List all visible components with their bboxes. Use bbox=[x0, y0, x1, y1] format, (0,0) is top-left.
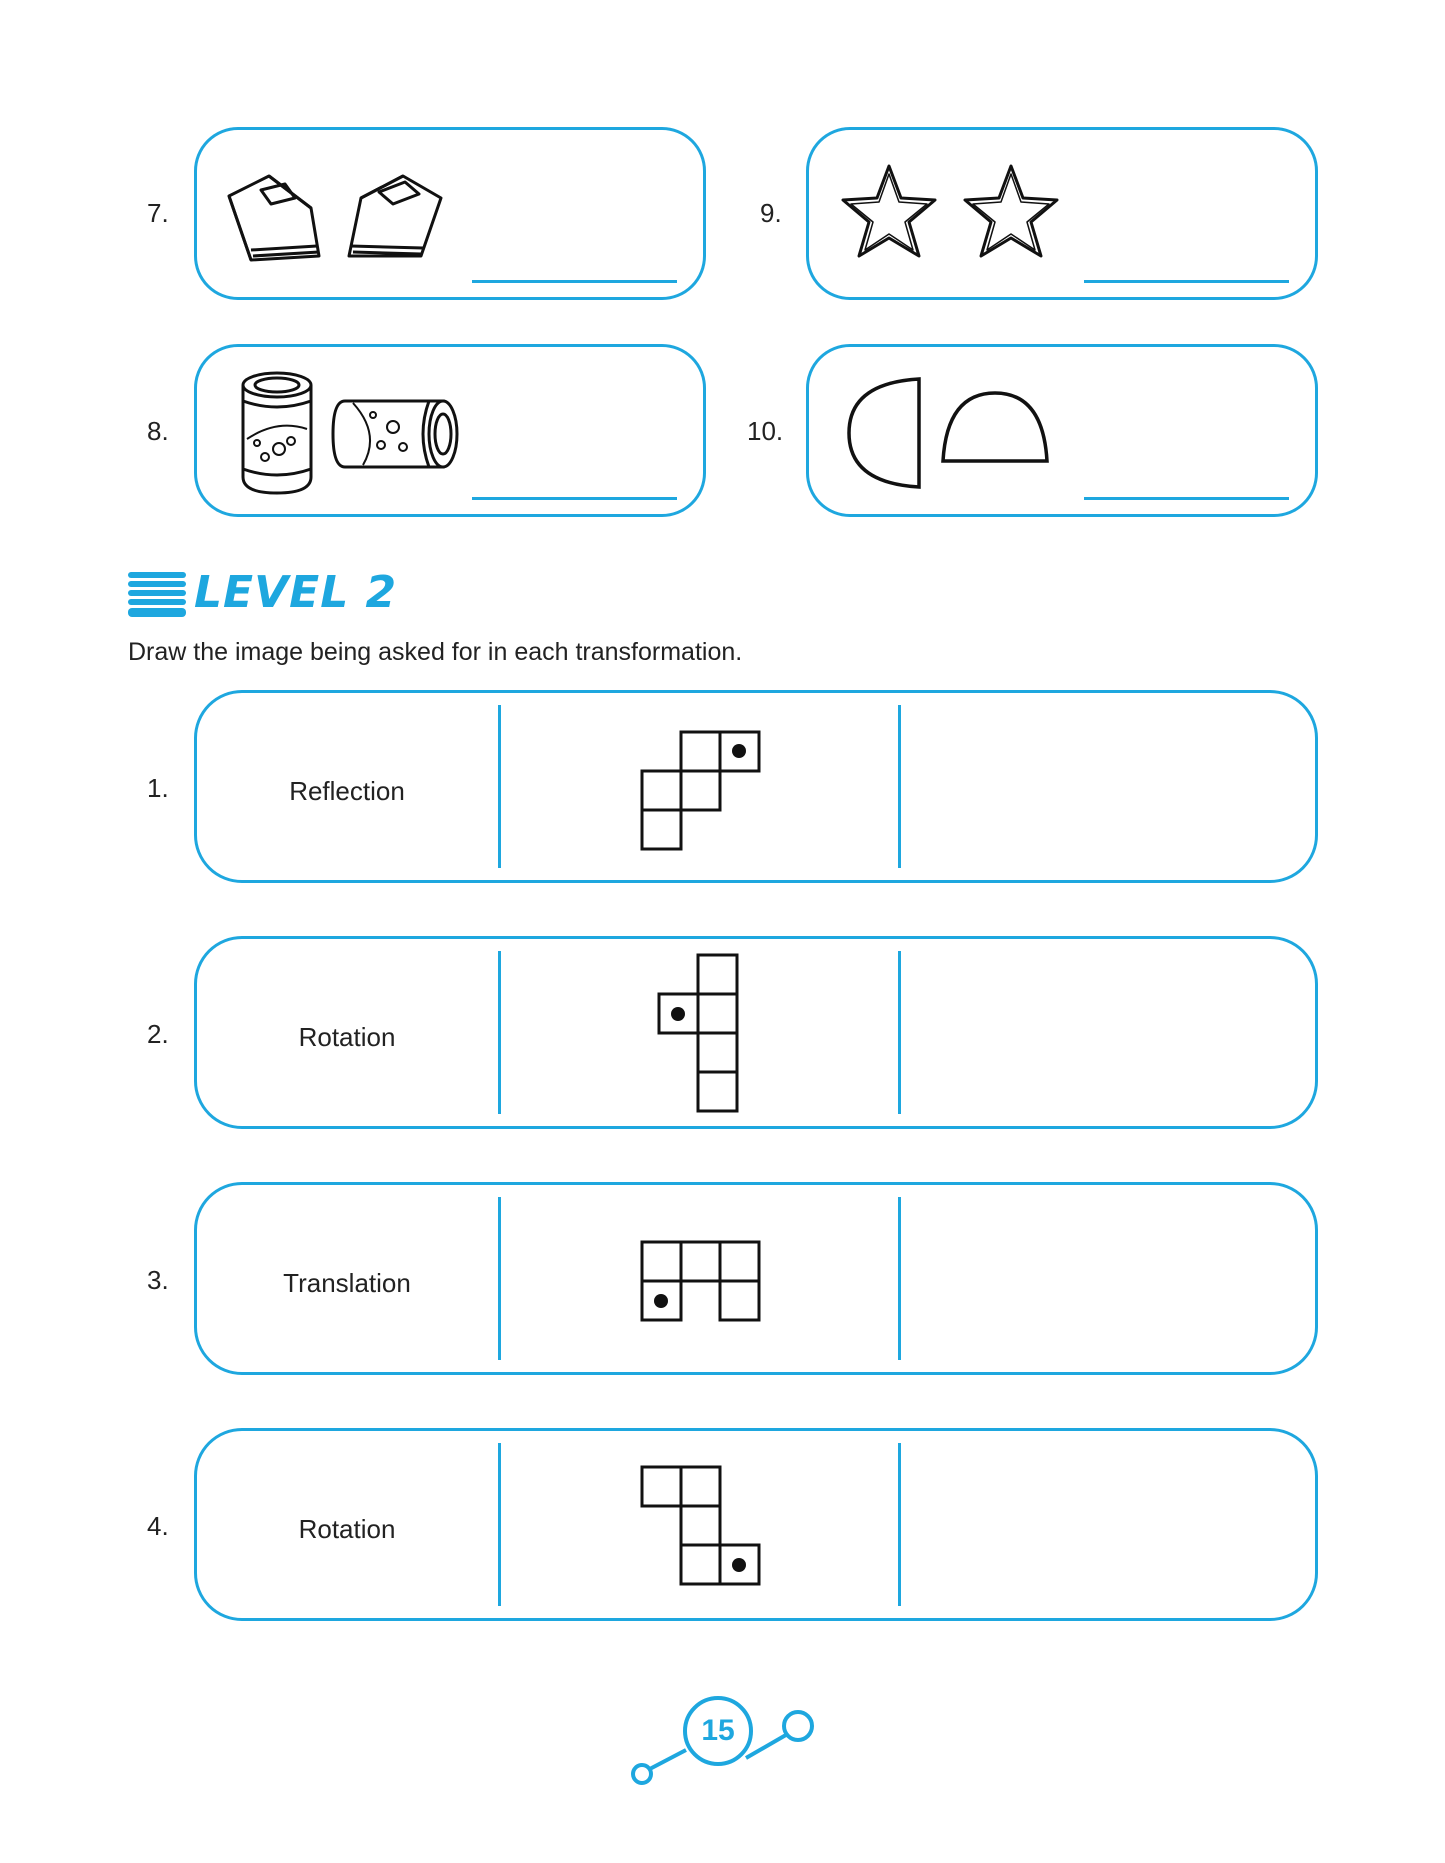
question-box-7 bbox=[194, 127, 706, 300]
drawing-area[interactable] bbox=[903, 1441, 1293, 1611]
row-number-1: 1. bbox=[147, 773, 169, 803]
row-number-2: 2. bbox=[147, 1019, 169, 1049]
answer-line[interactable] bbox=[472, 497, 677, 500]
drawing-area[interactable] bbox=[903, 1195, 1293, 1365]
transformation-row-4 bbox=[194, 1428, 1318, 1621]
grid-shape bbox=[656, 953, 740, 1113]
level-title: LEVEL 2 bbox=[194, 567, 398, 618]
row-number-4: 4. bbox=[147, 1511, 169, 1541]
transformation-label: Reflection bbox=[289, 776, 405, 806]
transformation-row-3 bbox=[194, 1182, 1318, 1375]
marker-dot bbox=[654, 1294, 668, 1308]
column-divider bbox=[898, 1197, 901, 1360]
star-icon bbox=[837, 160, 1077, 270]
transformation-row-2 bbox=[194, 936, 1318, 1129]
column-divider bbox=[898, 1443, 901, 1606]
transformation-row-1 bbox=[194, 690, 1318, 883]
answer-line[interactable] bbox=[1084, 280, 1289, 283]
drawing-area[interactable] bbox=[903, 703, 1293, 873]
column-divider bbox=[498, 951, 501, 1114]
question-box-9 bbox=[806, 127, 1318, 300]
transformation-label: Rotation bbox=[298, 1514, 396, 1544]
column-divider bbox=[898, 951, 901, 1114]
answer-line[interactable] bbox=[472, 280, 677, 283]
answer-line[interactable] bbox=[1084, 497, 1289, 500]
row-number-3: 3. bbox=[147, 1265, 169, 1295]
question-box-10 bbox=[806, 344, 1318, 517]
transformation-label: Translation bbox=[283, 1268, 411, 1298]
marker-dot bbox=[732, 1558, 746, 1572]
question-number-7: 7. bbox=[147, 198, 169, 228]
semicircle-icon bbox=[847, 375, 1077, 495]
instructions: Draw the image being asked for in each transformation. bbox=[128, 638, 743, 666]
page-number: 15 bbox=[683, 1696, 753, 1766]
marker-dot bbox=[671, 1007, 685, 1021]
grid-shape bbox=[639, 730, 761, 852]
marker-dot bbox=[732, 744, 746, 758]
grid-shape bbox=[639, 1240, 761, 1324]
question-box-8 bbox=[194, 344, 706, 517]
column-divider bbox=[498, 705, 501, 868]
transformation-label: Rotation bbox=[298, 1022, 396, 1052]
drawing-area[interactable] bbox=[903, 949, 1293, 1119]
question-number-8: 8. bbox=[147, 416, 169, 446]
column-divider bbox=[898, 705, 901, 868]
question-number-9: 9. bbox=[760, 198, 782, 228]
level-stack-icon bbox=[128, 572, 186, 620]
column-divider bbox=[498, 1443, 501, 1606]
column-divider bbox=[498, 1197, 501, 1360]
grid-shape bbox=[639, 1465, 761, 1587]
soda-can-icon bbox=[237, 369, 477, 499]
question-number-10: 10. bbox=[747, 416, 784, 446]
book-icon bbox=[221, 168, 451, 268]
